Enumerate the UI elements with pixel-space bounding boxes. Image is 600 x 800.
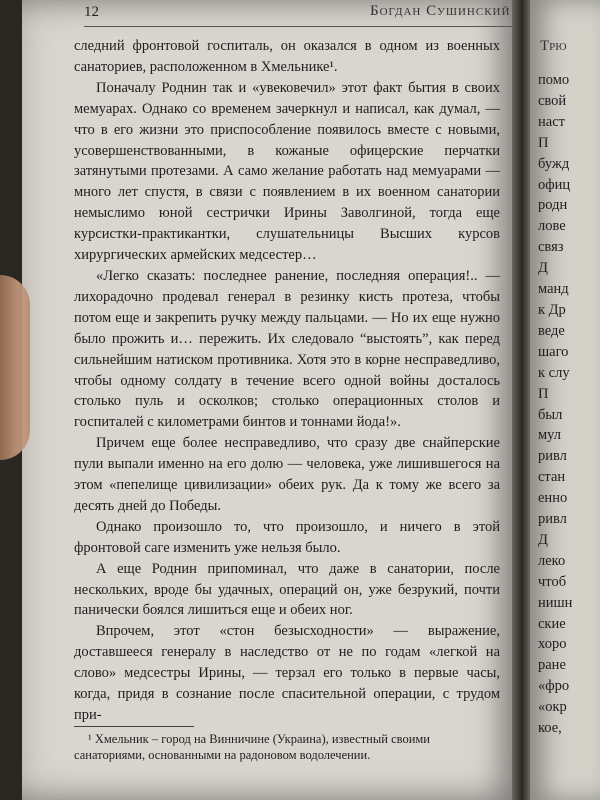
running-head: Богдан Сушинский <box>370 3 511 19</box>
right-page-line: манд <box>538 281 569 298</box>
right-page-line: шаго <box>538 343 569 360</box>
right-page-text <box>538 70 600 739</box>
left-page <box>22 0 518 800</box>
right-page-line: чтоб <box>538 573 567 590</box>
paragraph: А еще Роднин припоминал, что даже в санатории, после нескольких, вроде бы удачных, операций он, уже безрукий, почти панически боялся лишиться еще и обеих ног. <box>74 560 500 619</box>
right-page-line: нишн <box>538 594 573 611</box>
right-page-line: ране <box>538 657 566 674</box>
thumb <box>0 275 30 460</box>
right-page-line: к Др <box>538 301 566 318</box>
paragraph: «Легко сказать: последнее ранение, последняя операция!.. — лихорадочно продевал генерал в резинку кисть протеза, чтобы потом еще и закрепить ручку между пальцами. — Но их еще нужно было прожить и… пережить. Их следовало “выстоять”, как перед сильнейшим натиском противника. Хотя это в корне несправедливо, чтобы одному солдату в течение всего одной войны досталось столько пуль и осколков; столько операционных столов и госпиталей с километрами бинтов и тоннами йода!». <box>74 267 500 431</box>
right-page-line: хоро <box>538 636 567 653</box>
right-page-line: к слу <box>538 364 570 381</box>
right-page-line: П <box>538 385 549 402</box>
right-page-line: был <box>538 406 563 423</box>
right-page-line: бужд <box>538 155 570 172</box>
right-page-line: ские <box>538 615 566 632</box>
right-page-line: Д <box>538 531 548 548</box>
right-page-line: офиц <box>538 176 571 193</box>
right-page-line: «фро <box>538 678 570 695</box>
book-gutter <box>512 0 532 800</box>
right-page-line: енно <box>538 490 568 507</box>
right-running-head: Трю <box>540 38 567 54</box>
right-page-line: помо <box>538 72 570 88</box>
page-number: 12 <box>84 4 99 20</box>
paragraph: Поначалу Роднин так и «увековечил» этот факт бытия в своих мемуарах. Однако со временем зачеркнул и написал, как думал, — что в его жизни это приспособление появилось вместе с новыми, усовершенствованными, в кожаные офицерские перчатки затянутыми протезами. А само желание работать над мемуарами — много лет спустя, в связи с появлением в их военном санатории немыслимо юной сестрички Ирины Заволгиной, тогда еще курсистки-практикантки, слушательницы Высших курсов хирургических армейских медсестер… <box>74 79 500 264</box>
right-page-line: П <box>538 134 549 151</box>
paragraph: Причем еще более несправедливо, что сразу две снайперские пули выпали именно на его долю — человека, уже лишившегося на этом «пепелище цивилизации» обеих рук. Да к тому же всего за десять дней до Победы. <box>74 435 500 514</box>
right-page-line: свой <box>538 92 567 109</box>
page-header <box>62 0 532 26</box>
right-page-line: наст <box>538 113 565 130</box>
right-page-line: кое, <box>538 720 562 737</box>
footnote-rule <box>74 726 194 727</box>
paragraph: Однако произошло то, что произошло, и ничего в этой фронтовой саге изменить уже нельзя было. <box>74 518 500 556</box>
footnote: ¹ Хмельник – город на Винничине (Украина), известный своими санаториями, основанными на радоновом водолечении. <box>74 732 430 762</box>
paragraph: Впрочем, этот «стон безысходности» — выражение, доставшееся генералу в наследство от не по годам «легкой на слово» медсестры Ирины, — терзал его только в первые часы, когда, придя в сознание после спасительной операции, с трудом при- <box>74 623 500 723</box>
right-page <box>530 0 600 800</box>
right-page-line: стан <box>538 469 566 486</box>
header-rule <box>84 26 536 27</box>
right-page-line: ривл <box>538 511 567 528</box>
right-page-line: Д <box>538 260 548 277</box>
paragraph: следний фронтовой госпиталь, он оказался в одном из военных санаториев, расположенном в Хмельнике¹. <box>74 38 500 75</box>
right-page-line: лове <box>538 218 566 235</box>
right-page-line: родн <box>538 197 568 214</box>
right-page-line: «окр <box>538 699 567 716</box>
right-page-line: мул <box>538 427 562 444</box>
right-page-line: ривл <box>538 448 567 465</box>
body-text <box>74 36 500 726</box>
right-page-line: веде <box>538 322 565 339</box>
right-page-line: связ <box>538 239 564 256</box>
right-page-line: леко <box>538 552 566 569</box>
